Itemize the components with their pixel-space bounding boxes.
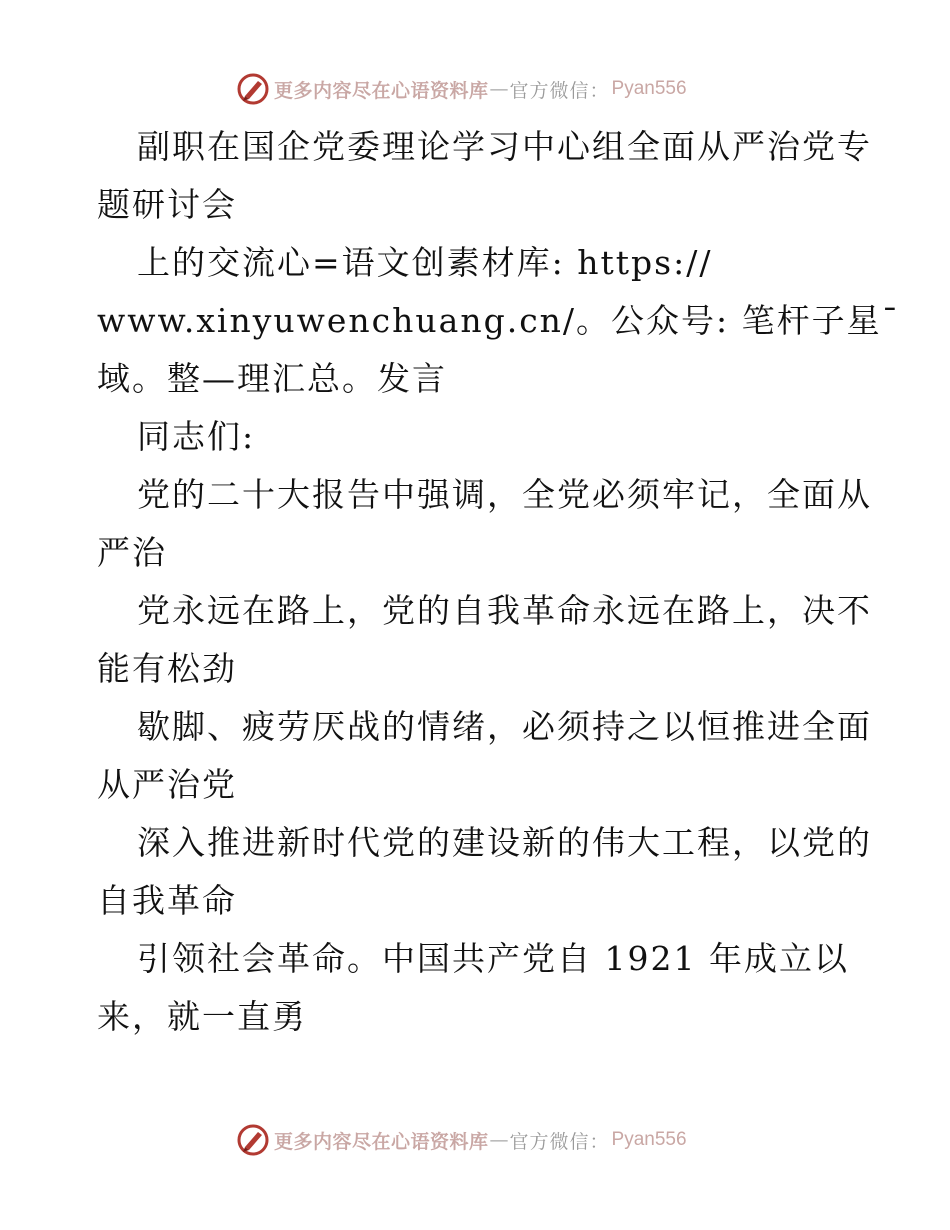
text-line: 引领社会革命。中国共产党自 1921 年成立以 — [137, 939, 849, 978]
text-line: 来，就一直勇 — [97, 997, 307, 1036]
banner-wechat-label: 官方微信： — [509, 1130, 610, 1153]
text-line: 从严治党 — [97, 765, 237, 804]
text-line: 题研讨会 — [97, 185, 237, 224]
document-body — [97, 118, 901, 1046]
text-line: 深入推进新时代党的建设新的伟大工程，以党的 — [137, 823, 872, 862]
header-banner — [236, 71, 687, 107]
banner-main-text: 更多内容尽在心语资料库 — [274, 79, 489, 102]
text-line: 同志们: — [137, 417, 256, 456]
banner-wechat-label: 官方微信： — [509, 79, 610, 102]
text-line: 党的二十大报告中强调，全党必须牢记，全面从 — [137, 475, 872, 514]
text-line: www.xinyuwenchuang.cn/。公众号: 笔杆子星¯ — [97, 301, 901, 340]
text-line: 域。整—理汇总。发言 — [97, 359, 447, 398]
banner-dash: — — [489, 78, 509, 100]
banner-wechat-id: Pyan556 — [611, 1129, 687, 1150]
text-line: 上的交流心=语文创素材库: https:// — [137, 243, 713, 282]
banner-dash: — — [489, 1129, 509, 1151]
text-line: 党永远在路上，党的自我革命永远在路上，决不 — [137, 591, 872, 630]
text-line: 自我革命 — [97, 881, 237, 920]
text-line: 歇脚、疲劳厌战的情绪，必须持之以恒推进全面 — [137, 707, 872, 746]
text-line: 严治 — [97, 533, 167, 572]
text-line: 能有松劲 — [97, 649, 237, 688]
banner-main-text: 更多内容尽在心语资料库 — [274, 1130, 489, 1153]
pen-logo-icon — [236, 72, 270, 106]
footer-banner — [236, 1122, 687, 1158]
pen-logo-icon — [236, 1123, 270, 1157]
banner-wechat-id: Pyan556 — [611, 78, 687, 99]
text-line: 副职在国企党委理论学习中心组全面从严治党专 — [137, 127, 872, 166]
